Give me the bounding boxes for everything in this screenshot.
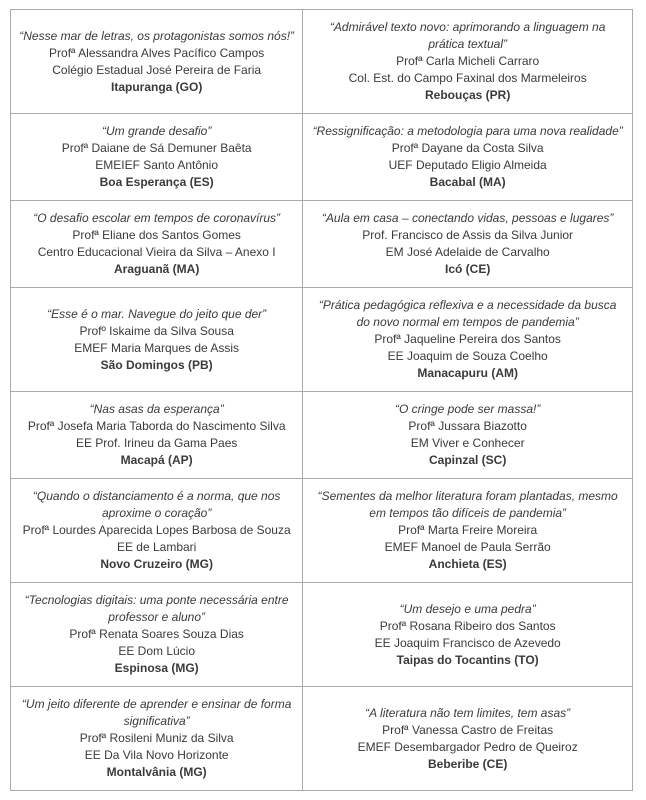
table-row (11, 201, 633, 288)
school-name: EE Da Vila Novo Horizonte (84, 748, 229, 762)
professor-name: Profª Daiane de Sá Demuner Baêta (61, 141, 252, 155)
professor-name: Profª Alessandra Alves Pacífico Campos (49, 45, 265, 60)
project-title: “Um grande desafio” (101, 124, 212, 138)
project-title: “Aula em casa – conectando vidas, pessoas e lugares” (321, 211, 614, 225)
city-state: Boa Esperança (ES) (99, 175, 214, 189)
entry-cell (303, 479, 633, 583)
school-name: EE de Lambari (116, 540, 197, 554)
table-row (11, 479, 633, 583)
city-state: Icó (CE) (444, 262, 491, 276)
school-name: EMEIEF Santo Antônio (95, 158, 219, 172)
entry-cell (11, 479, 303, 583)
project-title: “Quando o distanciamento é a norma, que nos aproxime o coração” (32, 489, 281, 520)
school-name: EMEF Maria Marques de Assis (74, 340, 240, 355)
professor-name: Profª Marta Freire Moreira (398, 523, 538, 537)
school-name: EM José Adelaide de Carvalho (385, 245, 550, 259)
entry-cell (303, 392, 633, 479)
city-state: Bacabal (MA) (429, 175, 506, 189)
professor-name: Profª Vanessa Castro de Freitas (382, 722, 554, 737)
professor-name: Profª Jussara Biazotto (408, 419, 527, 433)
entry-cell (11, 687, 303, 791)
entry-cell (11, 392, 303, 479)
project-title: “Nesse mar de letras, os protagonistas somos nós!” (19, 28, 295, 43)
entry-cell (303, 288, 633, 392)
school-name: EM Viver e Conhecer (410, 436, 525, 450)
professor-name: Prof. Francisco de Assis da Silva Junior (362, 228, 574, 242)
city-state: Montalvânia (MG) (106, 765, 207, 779)
city-state: Novo Cruzeiro (MG) (100, 557, 213, 571)
entry-cell (11, 583, 303, 687)
project-title: “Esse é o mar. Navegue do jeito que der” (47, 306, 267, 321)
entry-cell (11, 10, 303, 114)
city-state: Itapuranga (GO) (110, 79, 203, 94)
school-name: Colégio Estadual José Pereira de Faria (52, 62, 262, 77)
professor-name: Profª Lourdes Aparecida Lopes Barbosa de Souza (22, 523, 291, 537)
table-row (11, 583, 633, 687)
city-state: Taipas do Tocantins (TO) (396, 652, 539, 667)
winners-table-body (11, 10, 633, 791)
entry-cell (11, 288, 303, 392)
project-title: “Sementes da melhor literatura foram plantadas, mesmo em tempos tão difíceis de pandemia” (317, 489, 618, 520)
professor-name: Profª Dayane da Costa Silva (391, 141, 544, 155)
table-row (11, 392, 633, 479)
school-name: Col. Est. do Campo Faxinal dos Marmeleiros (348, 71, 587, 85)
entry-cell (303, 10, 633, 114)
entry-cell (303, 201, 633, 288)
project-title: “O desafio escolar em tempos de coronavírus” (33, 211, 281, 225)
table-row (11, 288, 633, 392)
table-row (11, 10, 633, 114)
entry-cell (303, 583, 633, 687)
city-state: Espinosa (MG) (114, 661, 199, 675)
entry-cell (303, 114, 633, 201)
project-title: “Um jeito diferente de aprender e ensinar de forma significativa” (21, 697, 292, 728)
school-name: EE Joaquim Francisco de Azevedo (374, 635, 561, 650)
professor-name: Profª Jaqueline Pereira dos Santos (374, 332, 561, 346)
city-state: Beberibe (CE) (427, 756, 508, 771)
school-name: EMEF Manoel de Paula Serrão (384, 540, 551, 554)
city-state: Araguanã (MA) (113, 262, 200, 276)
project-title: “Tecnologias digitais: uma ponte necessária entre professor e aluno” (24, 593, 289, 624)
professor-name: Profª Carla Micheli Carraro (396, 54, 540, 68)
project-title: “Um desejo e uma pedra” (399, 601, 536, 616)
project-title: “Admirável texto novo: aprimorando a linguagem na prática textual” (329, 20, 606, 51)
city-state: Rebouças (PR) (424, 88, 511, 102)
table-row (11, 687, 633, 791)
city-state: Anchieta (ES) (428, 557, 507, 571)
professor-name: Profº Iskaime da Silva Sousa (79, 323, 234, 338)
winners-table (10, 9, 633, 791)
project-title: “A literatura não tem limites, tem asas” (365, 705, 571, 720)
entry-cell (303, 687, 633, 791)
school-name: UEF Deputado Eligio Almeida (388, 158, 547, 172)
table-row (11, 114, 633, 201)
city-state: Macapá (AP) (120, 453, 193, 467)
project-title: “Ressignificação: a metodologia para uma nova realidade” (312, 124, 623, 138)
professor-name: Profª Josefa Maria Taborda do Nascimento Silva (27, 419, 286, 433)
project-title: “Prática pedagógica reflexiva e a necessidade da busca do novo normal em tempos de pandemia” (318, 298, 617, 329)
project-title: “Nas asas da esperança” (89, 402, 224, 416)
school-name: EE Prof. Irineu da Gama Paes (75, 436, 238, 450)
professor-name: Profª Rosana Ribeiro dos Santos (379, 618, 556, 633)
school-name: EE Dom Lúcio (118, 644, 196, 658)
professor-name: Profª Renata Soares Souza Dias (69, 627, 244, 641)
school-name: EE Joaquim de Souza Coelho (387, 349, 548, 363)
city-state: Capinzal (SC) (428, 453, 507, 467)
school-name: Centro Educacional Vieira da Silva – Anexo I (37, 245, 276, 259)
school-name: EMEF Desembargador Pedro de Queiroz (357, 739, 578, 754)
city-state: São Domingos (PB) (100, 357, 213, 372)
entry-cell (11, 114, 303, 201)
project-title: “O cringe pode ser massa!” (394, 402, 541, 416)
city-state: Manacapuru (AM) (417, 366, 518, 380)
professor-name: Profª Rosileni Muniz da Silva (79, 731, 234, 745)
professor-name: Profª Eliane dos Santos Gomes (72, 228, 241, 242)
entry-cell (11, 201, 303, 288)
